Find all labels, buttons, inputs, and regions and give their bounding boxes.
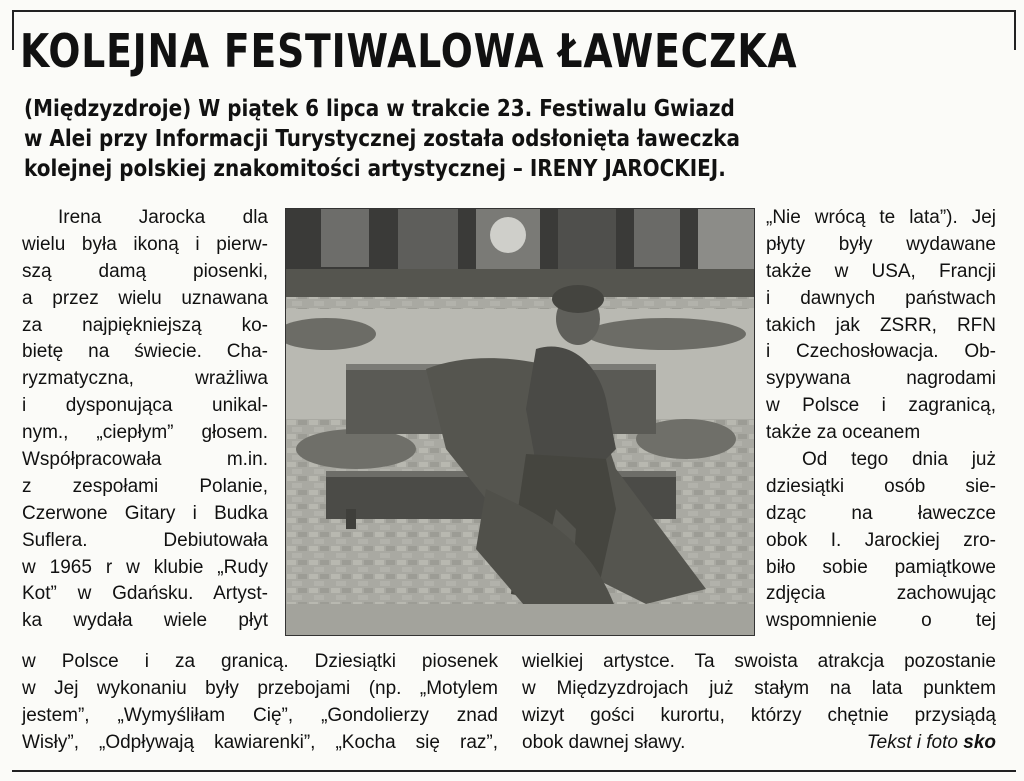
lead-line: (Międzyzdroje) W piątek 6 lipca w trakcie 23. Festiwalu Gwiazd	[24, 96, 735, 122]
text-line: obok I. Jarockiej zro-	[766, 529, 996, 551]
text-line: bietę na świecie. Cha-	[22, 341, 268, 363]
text-line: Współpracowała m.in.	[22, 449, 268, 471]
text-line: „Nie wrócą te lata”). Jej	[766, 207, 996, 228]
text-line: Czerwone Gitary i Budka	[22, 502, 268, 524]
bench-statue-photo	[285, 208, 755, 636]
headline: KOLEJNA FESTIWALOWA ŁAWECZKA	[20, 24, 798, 78]
credit-author: sko	[963, 731, 996, 753]
right-rule	[1014, 10, 1016, 50]
text-line: zdjęcia zachowując	[766, 583, 996, 605]
closing-text: obok dawnej sławy.	[522, 731, 686, 753]
bottom-right-paragraph	[522, 649, 996, 757]
text-line: biło sobie pamiątkowe	[766, 556, 996, 578]
top-rule	[12, 10, 1016, 12]
text-line: wizyt gości kurortu, którzy chętnie przysiądą	[522, 704, 996, 726]
credit-prefix: Tekst i foto	[866, 731, 958, 753]
text-line: wielu była ikoną i pierw-	[22, 233, 268, 255]
text-line: wielkiej artystce. Ta swoista atrakcja pozostanie	[522, 651, 996, 672]
text-line: w Polsce i zagranicą,	[766, 395, 996, 417]
text-line: ryzmatyczna, wrażliwa	[22, 368, 268, 390]
text-line: nym., „ciepłym” głosem.	[22, 422, 268, 444]
text-line: wspomnienie o tej	[766, 610, 996, 632]
left-column	[22, 205, 268, 635]
text-line: jestem”, „Wymyśliłam Cię”, „Gondolierzy znad	[22, 704, 498, 726]
lead-paragraph	[24, 94, 996, 184]
text-line: szą damą piosenki,	[22, 260, 268, 282]
lead-line: w Alei przy Informacji Turystycznej została odsłonięta ławeczka	[24, 126, 741, 152]
text-line: także za oceanem	[766, 422, 921, 444]
lead-line: kolejnej polskiej znakomitości artystycznej – IRENY JAROCKIEJ.	[24, 156, 726, 182]
text-line: i Czechosłowacja. Ob-	[766, 341, 996, 363]
text-line: Suflera. Debiutowała	[22, 529, 268, 551]
text-line: a przez wielu uznawana	[22, 287, 268, 309]
photo-credit	[867, 730, 996, 757]
text-line: dziesiątki osób sie-	[766, 475, 996, 497]
text-line: Wisły”, „Odpływają kawiarenki”, „Kocha się raz”,	[22, 731, 498, 753]
text-line: także w USA, Francji	[766, 260, 996, 282]
text-line: Irena Jarocka dla	[58, 207, 268, 228]
text-line: w Polsce i za granicą. Dziesiątki piosenek	[22, 651, 498, 672]
text-line: za najpiękniejszą ko-	[22, 314, 268, 336]
text-line: sypywana nagrodami	[766, 368, 996, 390]
text-line: Od tego dnia już	[802, 449, 996, 471]
left-rule	[12, 10, 14, 50]
bottom-rule	[12, 770, 1016, 772]
text-line: ka wydała wiele płyt	[22, 610, 268, 632]
text-line: płyty były wydawane	[766, 233, 996, 255]
text-line: z zespołami Polanie,	[22, 475, 268, 497]
text-line: w Międzyzdrojach już stałym na lata punktem	[522, 677, 996, 699]
text-line: i dysponująca unikal-	[22, 395, 268, 417]
text-line: i dawnych państwach	[766, 287, 996, 309]
text-line: w Jej wykonaniu były przebojami (np. „Motylem	[22, 677, 498, 699]
text-line: w 1965 r w klubie „Rudy	[22, 556, 268, 578]
text-line: takich jak ZSRR, RFN	[766, 314, 996, 336]
text-line: Kot” w Gdańsku. Artyst-	[22, 583, 268, 605]
text-line-with-credit	[522, 730, 996, 757]
text-line: dząc na ławeczce	[766, 502, 996, 524]
right-column	[766, 205, 996, 635]
bottom-left-paragraph	[22, 649, 498, 757]
